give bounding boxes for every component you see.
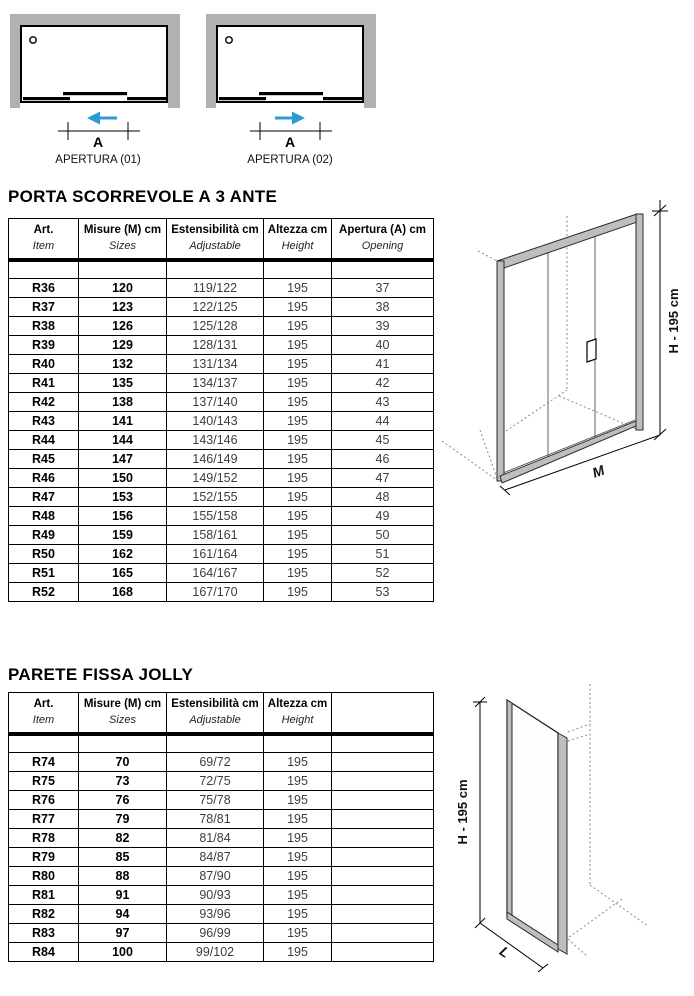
- cell-article: R84: [9, 943, 79, 962]
- frame-left-stile: [497, 261, 504, 481]
- spec-row: [9, 355, 434, 374]
- column-header: Misure (M) cm Sizes: [79, 219, 167, 260]
- height-dim-label: H - 195 cm: [455, 779, 470, 845]
- cell-value: 46: [332, 450, 434, 469]
- cell-value: 195: [264, 886, 332, 905]
- cell-value: 90/93: [167, 886, 264, 905]
- cell-article: R47: [9, 488, 79, 507]
- cell-value: 126: [79, 317, 167, 336]
- height-dim-label: H - 195 cm: [666, 288, 681, 354]
- spec-row: [9, 583, 434, 602]
- spacer-row: [9, 260, 434, 279]
- cell-value: 162: [79, 545, 167, 564]
- cell-value: 156: [79, 507, 167, 526]
- cell-value: 96/99: [167, 924, 264, 943]
- spec-row: [9, 810, 434, 829]
- cell-value: 82: [79, 829, 167, 848]
- cell-value: 195: [264, 412, 332, 431]
- cell-value: 93/96: [167, 905, 264, 924]
- dotted-line: [568, 724, 590, 732]
- cell-value: 195: [264, 469, 332, 488]
- cell-value: [332, 905, 434, 924]
- opening-dim-label: A: [92, 134, 104, 150]
- cell-value: [332, 867, 434, 886]
- cell-value: 195: [264, 829, 332, 848]
- cell-value: 143/146: [167, 431, 264, 450]
- cell-value: 195: [264, 279, 332, 298]
- spec-row: [9, 867, 434, 886]
- cell-value: 41: [332, 355, 434, 374]
- hinge-knob-icon: [30, 37, 36, 43]
- cell-article: R78: [9, 829, 79, 848]
- spec-row: [9, 526, 434, 545]
- plan-diagram-apertura-01: [10, 5, 200, 168]
- cell-value: 38: [332, 298, 434, 317]
- wall-top: [10, 14, 180, 25]
- cell-value: 122/125: [167, 298, 264, 317]
- cell-value: [332, 753, 434, 772]
- door-panel-middle: [63, 92, 127, 95]
- cell-article: R48: [9, 507, 79, 526]
- cell-value: 119/122: [167, 279, 264, 298]
- column-header: Apertura (A) cm Opening: [332, 219, 434, 260]
- spec-row: [9, 791, 434, 810]
- cell-value: 91: [79, 886, 167, 905]
- cell-value: 45: [332, 431, 434, 450]
- frame-right-stile: [636, 214, 643, 430]
- cell-value: [332, 829, 434, 848]
- cell-value: 73: [79, 772, 167, 791]
- cell-article: R38: [9, 317, 79, 336]
- plan-diagram-apertura-02: [206, 5, 396, 168]
- cell-value: 48: [332, 488, 434, 507]
- cell-value: 195: [264, 431, 332, 450]
- diagram-caption: APERTURA (01): [55, 154, 141, 166]
- cell-value: [332, 886, 434, 905]
- cell-value: 53: [332, 583, 434, 602]
- cell-article: R75: [9, 772, 79, 791]
- dotted-line: [590, 885, 648, 926]
- cell-value: 39: [332, 317, 434, 336]
- spec-row: [9, 545, 434, 564]
- cell-article: R44: [9, 431, 79, 450]
- cell-article: R40: [9, 355, 79, 374]
- cell-value: 69/72: [167, 753, 264, 772]
- cell-article: R77: [9, 810, 79, 829]
- frame-bottom-rail: [500, 421, 636, 483]
- cell-value: 75/78: [167, 791, 264, 810]
- cell-value: 135: [79, 374, 167, 393]
- spec-row: [9, 886, 434, 905]
- cell-value: 195: [264, 924, 332, 943]
- cell-value: 195: [264, 374, 332, 393]
- spec-row: [9, 772, 434, 791]
- door-panel-middle: [259, 92, 323, 95]
- cell-value: 195: [264, 393, 332, 412]
- cell-value: 195: [264, 336, 332, 355]
- diagram-caption: APERTURA (02): [247, 154, 333, 166]
- column-header: Altezza cm Height: [264, 219, 332, 260]
- column-header: Altezza cm Height: [264, 693, 332, 734]
- cell-value: 134/137: [167, 374, 264, 393]
- spec-row: [9, 507, 434, 526]
- cell-value: 97: [79, 924, 167, 943]
- spec-row: [9, 374, 434, 393]
- spec-row: [9, 829, 434, 848]
- hinge-knob-icon: [226, 37, 232, 43]
- cell-article: R79: [9, 848, 79, 867]
- cell-article: R74: [9, 753, 79, 772]
- cell-article: R41: [9, 374, 79, 393]
- spec-row: [9, 469, 434, 488]
- wall-right: [364, 14, 376, 108]
- cell-article: R76: [9, 791, 79, 810]
- cell-value: 120: [79, 279, 167, 298]
- column-header: Misure (M) cm Sizes: [79, 693, 167, 734]
- spec-row: [9, 564, 434, 583]
- cell-value: 81/84: [167, 829, 264, 848]
- cell-value: 94: [79, 905, 167, 924]
- cell-value: 87/90: [167, 867, 264, 886]
- cell-value: 149/152: [167, 469, 264, 488]
- cell-value: 132: [79, 355, 167, 374]
- header-row: [9, 693, 434, 734]
- fixed-panel-3d-drawing: [440, 680, 694, 996]
- cell-value: 195: [264, 753, 332, 772]
- cell-value: 161/164: [167, 545, 264, 564]
- spec-row: [9, 279, 434, 298]
- cell-value: 138: [79, 393, 167, 412]
- column-header: Art. Item: [9, 693, 79, 734]
- cell-value: 195: [264, 772, 332, 791]
- column-header: Art. Item: [9, 219, 79, 260]
- wall-top: [206, 14, 376, 25]
- cell-article: R51: [9, 564, 79, 583]
- cell-value: 146/149: [167, 450, 264, 469]
- cell-value: [332, 848, 434, 867]
- dotted-line: [442, 441, 497, 480]
- spec-row: [9, 412, 434, 431]
- dotted-line: [506, 390, 567, 431]
- glass-bottom-edge: [503, 420, 635, 473]
- cell-article: R49: [9, 526, 79, 545]
- dotted-line: [568, 734, 590, 741]
- width-dim-label: M: [590, 461, 607, 481]
- cell-value: 52: [332, 564, 434, 583]
- cell-value: 137/140: [167, 393, 264, 412]
- door-panel-right: [323, 97, 363, 100]
- cell-value: 195: [264, 488, 332, 507]
- cell-value: 150: [79, 469, 167, 488]
- door-panel-left: [219, 97, 266, 100]
- door-panel-right: [127, 97, 167, 100]
- cell-article: R37: [9, 298, 79, 317]
- cell-value: 100: [79, 943, 167, 962]
- glass-panel-face: [507, 700, 558, 949]
- cell-article: R80: [9, 867, 79, 886]
- cell-value: 43: [332, 393, 434, 412]
- cell-value: 42: [332, 374, 434, 393]
- cell-value: 88: [79, 867, 167, 886]
- cell-value: 195: [264, 810, 332, 829]
- column-header: Estensibilità cm Adjustable: [167, 693, 264, 734]
- cell-value: 155/158: [167, 507, 264, 526]
- door-outline: [21, 26, 167, 102]
- section-title-sliding-door: PORTA SCORREVOLE A 3 ANTE: [8, 187, 278, 206]
- dotted-line: [478, 251, 497, 261]
- header-row: [9, 219, 434, 260]
- cell-value: 84/87: [167, 848, 264, 867]
- cell-value: 195: [264, 317, 332, 336]
- cell-article: R45: [9, 450, 79, 469]
- cell-value: 129: [79, 336, 167, 355]
- fixed-panel-spec-table: [8, 692, 434, 962]
- cell-value: 147: [79, 450, 167, 469]
- cell-value: 195: [264, 583, 332, 602]
- cell-value: 70: [79, 753, 167, 772]
- column-header: [332, 693, 434, 734]
- cell-value: 152/155: [167, 488, 264, 507]
- cell-value: 85: [79, 848, 167, 867]
- cell-value: 159: [79, 526, 167, 545]
- cell-value: 128/131: [167, 336, 264, 355]
- cell-value: 195: [264, 905, 332, 924]
- cell-value: 195: [264, 848, 332, 867]
- section-title-fixed-panel: PARETE FISSA JOLLY: [8, 665, 194, 684]
- cell-value: 40: [332, 336, 434, 355]
- cell-value: 153: [79, 488, 167, 507]
- cell-value: 158/161: [167, 526, 264, 545]
- door-panel-left: [23, 97, 70, 100]
- spacer-row: [9, 734, 434, 753]
- spec-row: [9, 943, 434, 962]
- cell-value: 164/167: [167, 564, 264, 583]
- cell-value: 44: [332, 412, 434, 431]
- spec-row: [9, 393, 434, 412]
- spec-row: [9, 848, 434, 867]
- wall-right: [168, 14, 180, 108]
- cell-value: 195: [264, 507, 332, 526]
- cell-value: 195: [264, 564, 332, 583]
- frame-left-profile: [507, 700, 512, 920]
- sliding-door-spec-table: [8, 218, 434, 602]
- cell-value: 125/128: [167, 317, 264, 336]
- dotted-line: [568, 939, 588, 957]
- cell-value: 50: [332, 526, 434, 545]
- cell-value: 49: [332, 507, 434, 526]
- cell-value: 47: [332, 469, 434, 488]
- cell-value: 195: [264, 355, 332, 374]
- cell-value: 195: [264, 450, 332, 469]
- cell-value: 168: [79, 583, 167, 602]
- spec-row: [9, 753, 434, 772]
- cell-value: 76: [79, 791, 167, 810]
- door-handle: [587, 339, 596, 362]
- cell-value: 195: [264, 526, 332, 545]
- cell-article: R81: [9, 886, 79, 905]
- cell-value: 79: [79, 810, 167, 829]
- cell-value: 51: [332, 545, 434, 564]
- dotted-line: [568, 899, 622, 938]
- wall-left: [206, 14, 216, 108]
- cell-value: 195: [264, 545, 332, 564]
- spec-row: [9, 431, 434, 450]
- width-dim-label: L: [496, 942, 513, 961]
- cell-value: [332, 791, 434, 810]
- cell-article: R42: [9, 393, 79, 412]
- cell-article: R39: [9, 336, 79, 355]
- dotted-line: [480, 430, 498, 481]
- spec-row: [9, 488, 434, 507]
- cell-value: 195: [264, 867, 332, 886]
- cell-article: R83: [9, 924, 79, 943]
- cell-article: R50: [9, 545, 79, 564]
- cell-article: R52: [9, 583, 79, 602]
- cell-value: [332, 772, 434, 791]
- panel-thickness-edge: [558, 733, 567, 954]
- cell-article: R46: [9, 469, 79, 488]
- spec-row: [9, 336, 434, 355]
- cell-value: 141: [79, 412, 167, 431]
- spec-row: [9, 450, 434, 469]
- cell-value: 99/102: [167, 943, 264, 962]
- cell-value: 123: [79, 298, 167, 317]
- cell-value: 195: [264, 791, 332, 810]
- cell-value: 140/143: [167, 412, 264, 431]
- spec-row: [9, 924, 434, 943]
- cell-value: 144: [79, 431, 167, 450]
- cell-value: 167/170: [167, 583, 264, 602]
- cell-value: 165: [79, 564, 167, 583]
- cell-value: 72/75: [167, 772, 264, 791]
- cell-value: 195: [264, 943, 332, 962]
- spec-row: [9, 905, 434, 924]
- sliding-door-3d-drawing: [440, 193, 694, 498]
- cell-value: [332, 943, 434, 962]
- dimension-tick: [500, 486, 510, 495]
- cell-value: 195: [264, 298, 332, 317]
- slide-direction-right-arrow-icon: [275, 112, 305, 125]
- cell-value: 37: [332, 279, 434, 298]
- slide-direction-left-arrow-icon: [87, 112, 117, 125]
- spec-row: [9, 298, 434, 317]
- cell-article: R82: [9, 905, 79, 924]
- cell-article: R43: [9, 412, 79, 431]
- opening-dim-label: A: [284, 134, 296, 150]
- spec-row: [9, 317, 434, 336]
- wall-left: [10, 14, 20, 108]
- cell-value: 131/134: [167, 355, 264, 374]
- cell-value: 78/81: [167, 810, 264, 829]
- cell-value: [332, 924, 434, 943]
- column-header: Estensibilità cm Adjustable: [167, 219, 264, 260]
- cell-article: R36: [9, 279, 79, 298]
- cell-value: [332, 810, 434, 829]
- door-outline: [217, 26, 363, 102]
